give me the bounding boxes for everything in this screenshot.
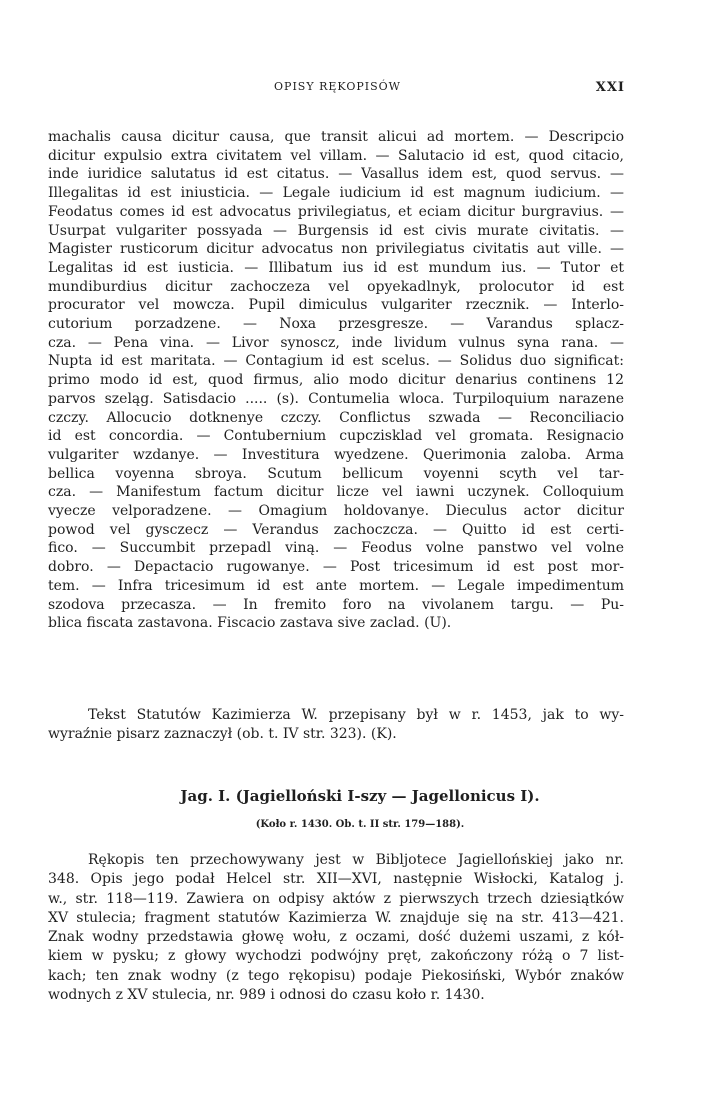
header-title: OPISY RĘKOPISÓW — [274, 80, 401, 93]
glossary-paragraph — [48, 128, 624, 633]
text-line: procurator vel mowcza. Pupil dimiculus vulgariter rzecznik. — Interlo- — [48, 297, 624, 314]
text-line: inde iuridice salutatus id est citatus. — Vasallus idem est, quod servus. — — [48, 166, 624, 183]
text-line: kach; ten znak wodny (z tego rękopisu) podaje Piekosiński, Wybór znaków — [48, 967, 624, 984]
section-heading: Jag. I. (Jagielloński I-szy — Jagellonicus I). — [180, 787, 540, 805]
text-line: Illegalitas id est iniusticia. — Legale iudicium id est magnum iudicium. — — [48, 185, 624, 202]
text-line: XV stulecia; fragment statutów Kazimierza W. znajduje się na str. 413—421. — [48, 909, 624, 926]
text-line: vulgariter wzdanye. — Investitura wyedzene. Querimonia zaloba. Arma — [48, 446, 624, 463]
text-line: czczy. Allocucio dotknenye czczy. Conflictus szwada — Reconciliacio — [48, 409, 624, 426]
text-line: w., str. 118—119. Zawiera on odpisy aktów z pierwszych trzech dziesiątków — [48, 890, 624, 907]
text-line: cza. — Manifestum factum dicitur licze vel iawni uczynek. Colloquium — [48, 484, 624, 501]
text-line: Rękopis ten przechowywany jest w Bibljotece Jagiellońskiej jako nr. — [88, 852, 624, 868]
text-line: primo modo id est, quod firmus, alio modo dicitur denarius continens 12 — [48, 372, 624, 389]
section-subheading: (Koło r. 1430. Ob. t. II str. 179—188). — [255, 819, 465, 830]
text-line: Magister rusticorum dicitur advocatus non privilegiatus civitatis aut ville. — — [48, 241, 624, 258]
running-header — [50, 80, 625, 102]
text-line: mundiburdius dicitur zachoczeza vel opyekadlnyk, prolocutor id est — [48, 278, 624, 295]
text-line: kiem w pysku; z głowy wychodzi podwójny pręt, zakończony różą o 7 list- — [48, 948, 624, 965]
text-line: fico. — Succumbit przepadl viną. — Feodus volne panstwo vel volne — [48, 540, 624, 557]
text-line: parvos szeląg. Satisdacio ..... (s). Contumelia wloca. Turpiloquium narazene — [48, 390, 624, 407]
text-line: bellica voyenna sbroya. Scutum bellicum voyenni scyth vel tar- — [48, 465, 624, 482]
text-line: Feodatus comes id est advocatus privilegiatus, et eciam dicitur burgravius. — — [48, 203, 624, 220]
text-line: wodnych z XV stulecia, nr. 989 i odnosi do czasu koło r. 1430. — [48, 987, 485, 1004]
description-paragraph — [48, 851, 624, 1005]
text-line: cza. — Pena vina. — Livor synoscz, inde lividum vulnus syna rana. — — [48, 334, 624, 351]
text-line: vyecze velporadzene. — Omagium holdovanye. Dieculus actor dicitur — [48, 503, 624, 520]
page-number: XXI — [595, 80, 625, 95]
text-line: Nupta id est maritata. — Contagium id est scelus. — Solidus duo significat: — [48, 353, 624, 370]
text-line: powod vel gysczecz — Verandus zachoczcza. — Quitto id est certi- — [48, 521, 624, 538]
note-paragraph — [48, 706, 624, 743]
text-line: wyraźnie pisarz zaznaczył (ob. t. IV str. 323). (K). — [48, 725, 397, 742]
text-line: machalis causa dicitur causa, que transit alicui ad mortem. — Descripcio — [48, 129, 624, 145]
text-line: szodova przecasza. — In fremito foro na vivolanem targu. — Pu- — [48, 596, 624, 613]
text-line: Tekst Statutów Kazimierza W. przepisany był w r. 1453, jak to wy- — [88, 707, 624, 723]
text-line: Legalitas id est iusticia. — Illibatum ius id est mundum ius. — Tutor et — [48, 259, 624, 276]
text-line: id est concordia. — Contubernium cupczisklad vel gromata. Resignacio — [48, 428, 624, 445]
text-line: cutorium porzadzene. — Noxa przesgresze. — Varandus splacz- — [48, 316, 624, 333]
text-line: Usurpat vulgariter possyada — Burgensis id est civis murate civitatis. — — [48, 222, 624, 239]
text-line: tem. — Infra tricesimum id est ante mortem. — Legale impedimentum — [48, 577, 624, 594]
text-line: blica fiscata zastavona. Fiscacio zastava sive zaclad. (U). — [48, 615, 452, 632]
text-line: dobro. — Depactacio rugowanye. — Post tricesimum id est post mor- — [48, 559, 624, 576]
text-line: dicitur expulsio extra civitatem vel villam. — Salutacio id est, quod citacio, — [48, 147, 624, 164]
text-line: 348. Opis jego podał Helcel str. XII—XVI, następnie Wisłocki, Katalog j. — [48, 871, 624, 888]
text-line: Znak wodny przedstawia głowę wołu, z oczami, dość dużemi uszami, z kół- — [48, 929, 624, 946]
